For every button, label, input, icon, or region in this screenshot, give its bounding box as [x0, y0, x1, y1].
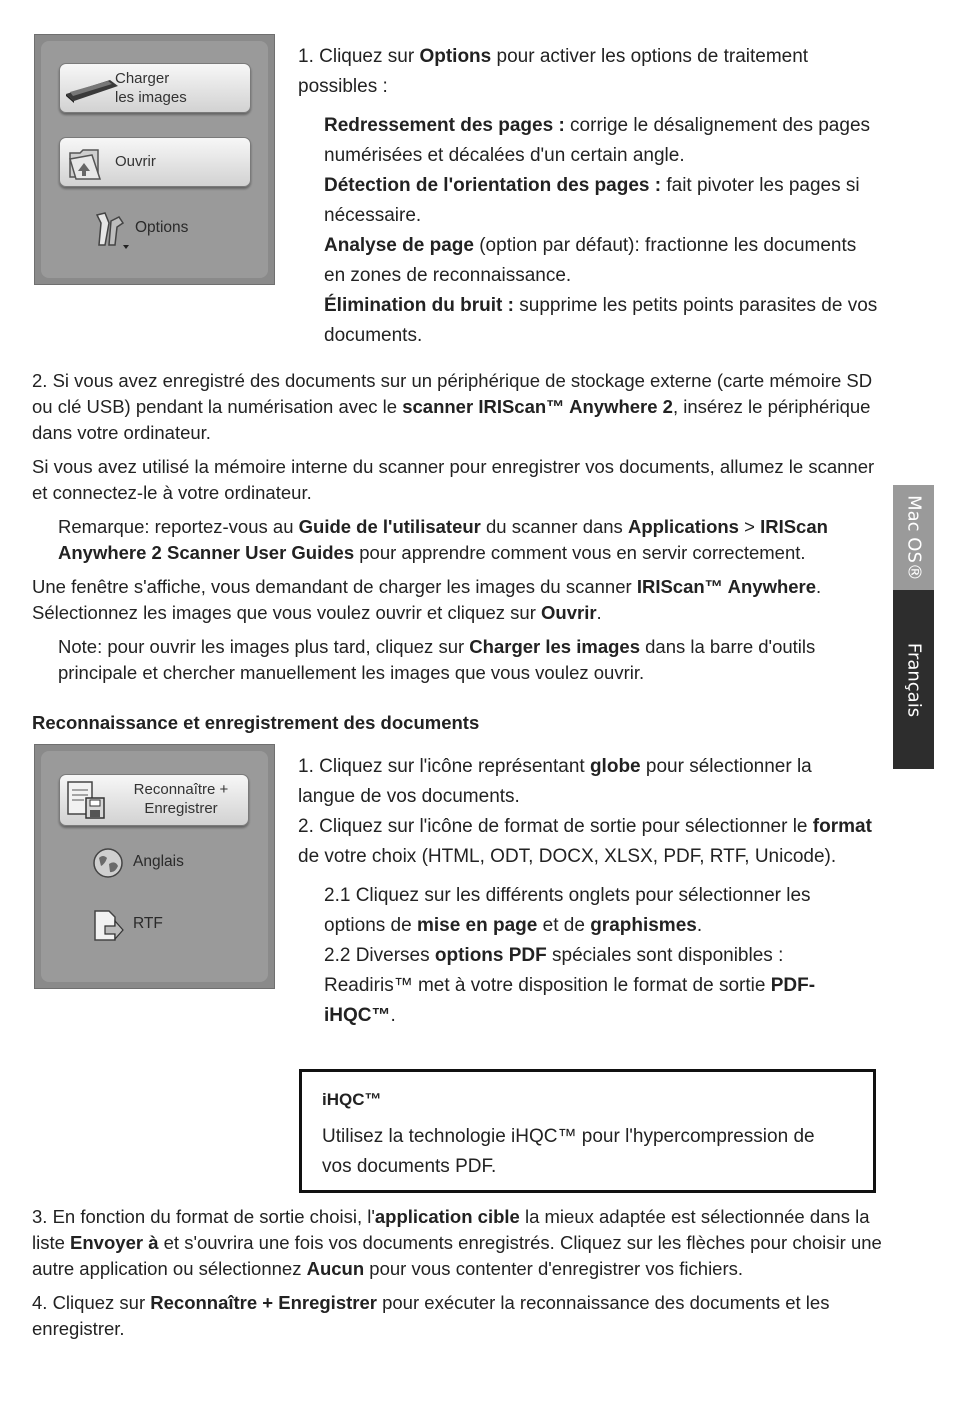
- note-paragraph: [58, 634, 884, 686]
- wrench-screwdriver-icon: [89, 209, 133, 253]
- text: 1. Cliquez sur l'icône représentant: [298, 756, 590, 777]
- term: application cible: [374, 1206, 520, 1227]
- term: Élimination du bruit :: [324, 295, 514, 316]
- window-paragraph: [32, 574, 884, 626]
- text: pour activer les options de traitement possibles :: [298, 46, 809, 97]
- step1-intro: [298, 42, 868, 102]
- term: Aucun: [306, 1258, 365, 1279]
- term: graphismes: [590, 915, 697, 936]
- side-tab-lang-label: Français: [903, 642, 924, 717]
- text: de votre choix (HTML, ODT, DOCX, XLSX, PDF, RTF, Unicode).: [298, 846, 837, 867]
- load-images-button[interactable]: [59, 63, 251, 113]
- term: options PDF: [434, 945, 547, 966]
- term: Détection de l'orientation des pages :: [324, 175, 662, 196]
- text: . Sélectionnez les images que vous voulez ouvrir et cliquez sur: [32, 576, 822, 623]
- option-deskew: [324, 111, 878, 171]
- rec-step1: [298, 752, 873, 812]
- term: globe: [589, 756, 641, 777]
- ihqc-info-box: [299, 1069, 876, 1193]
- rec-substeps: [324, 881, 844, 1031]
- side-tab-francais: [893, 590, 934, 769]
- text: pour sélectionner la langue de vos documents.: [298, 756, 812, 807]
- rec-step2: [298, 812, 873, 872]
- rec-step2-2: [324, 941, 844, 1031]
- globe-icon: [91, 846, 125, 880]
- main-text-block: [32, 368, 884, 686]
- term: Guide de l'utilisateur: [298, 516, 481, 537]
- side-tab-os-label: Mac OS®: [903, 494, 924, 581]
- term: IRIScan™ Anywhere: [636, 576, 817, 597]
- text: pour apprendre comment vous en servir correctement.: [354, 542, 806, 563]
- text: 2.2 Diverses: [324, 945, 435, 966]
- scanner-icon: [64, 74, 120, 104]
- text: pour vous contenter d'enregistrer vos fichiers.: [364, 1258, 744, 1279]
- options-label: Options: [135, 219, 189, 236]
- term: scanner IRIScan™ Anywhere 2: [402, 396, 673, 417]
- open-button[interactable]: [59, 137, 251, 187]
- text: Note: pour ouvrir les images plus tard, cliquez sur: [58, 636, 470, 657]
- remark-paragraph: [58, 514, 884, 566]
- text: spéciales sont disponibles : Readiris™ met à votre disposition le format de sortie: [324, 945, 784, 996]
- options-toolbar-screenshot: [34, 34, 275, 285]
- text: 2.1 Cliquez sur les différents onglets pour sélectionner les options de: [324, 885, 811, 936]
- step2-paragraph: [32, 368, 884, 446]
- term: Charger les images: [469, 636, 640, 657]
- text: et s'ouvrira une fois vos documents enregistrés. Cliquez sur les flèches pour choisir une autre application ou sélectionnez: [32, 1232, 882, 1279]
- text: la mieux adaptée est sélectionnée dans la liste: [32, 1206, 870, 1253]
- text: >: [738, 516, 761, 537]
- options-tool[interactable]: [89, 209, 259, 253]
- term: mise en page: [416, 915, 538, 936]
- open-folder-icon: [66, 143, 106, 183]
- text: du scanner dans: [480, 516, 628, 537]
- text: 1. Cliquez sur: [298, 46, 420, 67]
- recognition-steps: [298, 752, 873, 1031]
- text: .: [696, 915, 703, 936]
- step1-block: [298, 42, 878, 351]
- language-tool[interactable]: [91, 846, 261, 882]
- term: IRIScan Anywhere 2 Scanner User Guides: [58, 516, 828, 563]
- load-images-label: Charger les images: [115, 70, 187, 106]
- text: fait pivoter les pages si nécessaire.: [324, 175, 860, 226]
- ihqc-box-body: Utilisez la technologie iHQC™ pour l'hypercompression de vos documents PDF.: [322, 1126, 815, 1177]
- step4-paragraph: [32, 1290, 882, 1342]
- term: Ouvrir: [541, 602, 597, 623]
- term: Envoyer à: [70, 1232, 159, 1253]
- text: supprime les petits points parasites de vos documents.: [324, 295, 878, 346]
- text: pour exécuter la reconnaissance des documents et les enregistrer.: [32, 1292, 830, 1339]
- side-tab-mac-os: [893, 485, 934, 590]
- format-label: RTF: [133, 915, 163, 932]
- final-steps: [32, 1204, 882, 1342]
- term: format: [812, 816, 872, 837]
- text: Une fenêtre s'affiche, vous demandant de charger les images du scanner: [32, 576, 637, 597]
- section-heading: Reconnaissance et enregistrement des documents: [32, 712, 480, 733]
- text: et de: [537, 915, 591, 936]
- options-list: [324, 111, 878, 351]
- text: corrige le désalignement des pages numérisées et décalées d'un certain angle.: [324, 115, 871, 166]
- text: 4. Cliquez sur: [32, 1292, 151, 1313]
- ihqc-box-title: iHQC™: [322, 1090, 382, 1109]
- step3-paragraph: [32, 1204, 882, 1282]
- recognize-save-label: Reconnaître + Enregistrer: [133, 781, 229, 817]
- text: Remarque: reportez-vous au: [58, 516, 299, 537]
- format-tool[interactable]: [91, 908, 261, 944]
- recognize-save-button[interactable]: [59, 774, 249, 826]
- text: (option par défaut): fractionne les documents en zones de reconnaissance.: [324, 235, 857, 286]
- language-label: Anglais: [133, 853, 184, 870]
- term: Analyse de page: [324, 235, 474, 256]
- internal-memory-paragraph: Si vous avez utilisé la mémoire interne du scanner pour enregistrer vos documents, allumez le scanner et connectez-le à votre ordinateur.: [32, 456, 875, 503]
- text: dans la barre d'outils principale et chercher manuellement les images que vous voulez ouvrir.: [58, 636, 816, 683]
- option-despeckle: [324, 291, 878, 351]
- option-page-analysis: [324, 231, 878, 291]
- text: 2. Cliquez sur l'icône de format de sortie pour sélectionner le: [298, 816, 813, 837]
- term: Redressement des pages :: [324, 115, 565, 136]
- export-format-icon: [91, 908, 125, 944]
- text: , insérez le périphérique dans votre ordinateur.: [32, 396, 871, 443]
- option-orientation: [324, 171, 878, 231]
- recognize-toolbar-screenshot: [34, 744, 275, 989]
- text: 2. Si vous avez enregistré des documents sur un périphérique de stockage externe (carte mémoire SD ou clé USB) pendant la numérisation avec le: [32, 370, 873, 417]
- document-save-icon: [64, 778, 110, 824]
- rec-step2-1: [324, 881, 844, 941]
- term: PDF-iHQC™: [324, 975, 816, 1026]
- term: Reconnaître + Enregistrer: [150, 1292, 377, 1313]
- text: .: [390, 1005, 396, 1026]
- term: Applications: [627, 516, 739, 537]
- open-label: Ouvrir: [115, 153, 156, 170]
- options-term: Options: [419, 46, 492, 67]
- text: .: [596, 602, 602, 623]
- text: 3. En fonction du format de sortie choisi, l': [32, 1206, 375, 1227]
